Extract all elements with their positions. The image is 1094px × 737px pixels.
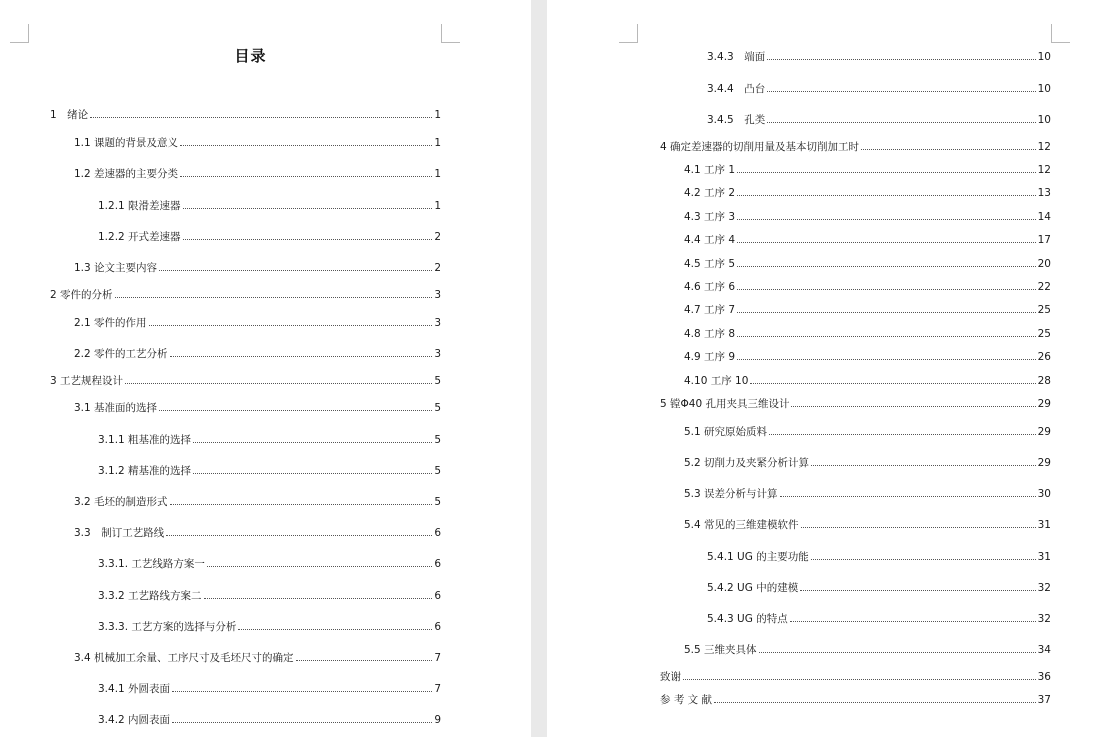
toc-entry-label: 3.4.2 内圆表面 bbox=[98, 714, 171, 726]
toc-entry[interactable] bbox=[707, 611, 1051, 627]
dot-leader bbox=[800, 590, 1035, 591]
dot-leader bbox=[737, 289, 1036, 290]
dot-leader bbox=[861, 149, 1036, 150]
toc-entry-page-number: 31 bbox=[1037, 551, 1051, 563]
toc-entry[interactable] bbox=[98, 619, 441, 635]
dot-leader bbox=[750, 383, 1035, 384]
toc-entry-page-number: 32 bbox=[1037, 582, 1051, 594]
toc-entry-page-number: 6 bbox=[434, 590, 441, 602]
toc-entry[interactable] bbox=[707, 112, 1051, 128]
dot-leader bbox=[737, 242, 1036, 243]
toc-entry-label: 4.8 工序 8 bbox=[684, 328, 736, 340]
toc-entry[interactable] bbox=[684, 373, 1051, 389]
toc-entry-page-number: 32 bbox=[1037, 613, 1051, 625]
toc-entry-page-number: 14 bbox=[1037, 211, 1051, 223]
toc-entry[interactable] bbox=[684, 517, 1051, 533]
toc-entry-page-number: 12 bbox=[1037, 164, 1051, 176]
dot-leader bbox=[207, 566, 432, 567]
toc-entry-label: 4.7 工序 7 bbox=[684, 304, 736, 316]
toc-entry-label: 1.2.1 限滑差速器 bbox=[98, 200, 181, 212]
dot-leader bbox=[767, 91, 1035, 92]
toc-entry[interactable] bbox=[98, 556, 441, 572]
toc-entry[interactable] bbox=[98, 229, 441, 245]
toc-entry-label: 致谢 bbox=[660, 671, 681, 683]
toc-entry[interactable] bbox=[98, 681, 441, 697]
toc-entry-label: 3.4 机械加工余量、工序尺寸及毛坯尺寸的确定 bbox=[74, 652, 294, 664]
dot-leader bbox=[172, 691, 432, 692]
toc-entry[interactable] bbox=[684, 455, 1051, 471]
margin-corner-mark bbox=[619, 24, 638, 43]
dot-leader bbox=[149, 325, 433, 326]
toc-entry-label: 3.1.2 精基准的选择 bbox=[98, 465, 192, 477]
toc-entry[interactable] bbox=[98, 588, 441, 604]
toc-entry-page-number: 37 bbox=[1037, 694, 1051, 706]
toc-entry-label: 2.1 零件的作用 bbox=[74, 317, 147, 329]
dot-leader bbox=[737, 312, 1036, 313]
toc-entry-page-number: 13 bbox=[1037, 187, 1051, 199]
toc-entry-page-number: 3 bbox=[434, 348, 441, 360]
toc-entry-page-number: 6 bbox=[434, 558, 441, 570]
toc-entry[interactable] bbox=[684, 326, 1051, 342]
toc-entry-label: 2 零件的分析 bbox=[50, 289, 113, 301]
dot-leader bbox=[238, 629, 432, 630]
toc-entry-label: 5 镗Φ40 孔用夹具三维设计 bbox=[660, 398, 790, 410]
toc-entry[interactable] bbox=[684, 486, 1051, 502]
dot-leader bbox=[193, 442, 432, 443]
toc-entry[interactable] bbox=[684, 185, 1051, 201]
toc-entry-page-number: 7 bbox=[434, 652, 441, 664]
toc-entry[interactable] bbox=[98, 463, 441, 479]
toc-entry-page-number: 1 bbox=[434, 109, 441, 121]
dot-leader bbox=[193, 473, 432, 474]
toc-entry-label: 1.3 论文主要内容 bbox=[74, 262, 158, 274]
toc-entry-page-number: 26 bbox=[1037, 351, 1051, 363]
toc-entry-label: 4.9 工序 9 bbox=[684, 351, 736, 363]
toc-entry[interactable] bbox=[74, 315, 441, 331]
dot-leader bbox=[791, 406, 1035, 407]
toc-entry-page-number: 29 bbox=[1037, 426, 1051, 438]
toc-entry[interactable] bbox=[707, 49, 1051, 65]
dot-leader bbox=[180, 145, 432, 146]
dot-leader bbox=[683, 679, 1036, 680]
toc-entry[interactable] bbox=[74, 650, 441, 666]
toc-entry[interactable] bbox=[50, 373, 441, 389]
dot-leader bbox=[737, 195, 1036, 196]
dot-leader bbox=[801, 527, 1036, 528]
toc-entry-label: 5.4.1 UG 的主要功能 bbox=[707, 551, 809, 563]
toc-entry[interactable] bbox=[684, 424, 1051, 440]
toc-entry-page-number: 3 bbox=[434, 317, 441, 329]
toc-entry-page-number: 1 bbox=[434, 200, 441, 212]
toc-entry-page-number: 6 bbox=[434, 621, 441, 633]
toc-page-right[interactable] bbox=[547, 0, 1094, 737]
toc-entry[interactable] bbox=[50, 107, 441, 123]
toc-entry[interactable] bbox=[74, 135, 441, 151]
toc-entry-page-number: 2 bbox=[434, 231, 441, 243]
toc-entry[interactable] bbox=[684, 209, 1051, 225]
toc-entry[interactable] bbox=[74, 260, 441, 276]
toc-entry[interactable] bbox=[660, 396, 1051, 412]
toc-entry[interactable] bbox=[684, 642, 1051, 658]
dot-leader bbox=[759, 652, 1036, 653]
toc-entry-label: 5.4.3 UG 的特点 bbox=[707, 613, 788, 625]
toc-entry-page-number: 25 bbox=[1037, 328, 1051, 340]
toc-entry[interactable] bbox=[74, 525, 441, 541]
dot-leader bbox=[159, 410, 432, 411]
toc-entry-page-number: 10 bbox=[1037, 114, 1051, 126]
toc-entry-page-number: 5 bbox=[434, 496, 441, 508]
toc-entry[interactable] bbox=[98, 198, 441, 214]
dot-leader bbox=[183, 208, 433, 209]
toc-entry[interactable] bbox=[707, 81, 1051, 97]
dot-leader bbox=[166, 535, 432, 536]
toc-entry[interactable] bbox=[707, 580, 1051, 596]
toc-entry-label: 5.2 切削力及夹紧分析计算 bbox=[684, 457, 810, 469]
dot-leader bbox=[714, 702, 1036, 703]
toc-entry[interactable] bbox=[50, 287, 441, 303]
toc-entry[interactable] bbox=[684, 256, 1051, 272]
toc-entry-page-number: 5 bbox=[434, 402, 441, 414]
toc-entry-label: 4.4 工序 4 bbox=[684, 234, 736, 246]
toc-entry-label: 3.3.2 工艺路线方案二 bbox=[98, 590, 202, 602]
toc-entry-label: 4.3 工序 3 bbox=[684, 211, 736, 223]
toc-entry-label: 3.4.4 凸台 bbox=[707, 83, 766, 95]
toc-entry[interactable] bbox=[74, 400, 441, 416]
toc-entry-page-number: 29 bbox=[1037, 398, 1051, 410]
toc-title: 目录 bbox=[234, 47, 267, 65]
toc-entry[interactable] bbox=[684, 279, 1051, 295]
dot-leader bbox=[172, 722, 432, 723]
toc-entry[interactable] bbox=[684, 302, 1051, 318]
toc-entry-label: 4.5 工序 5 bbox=[684, 258, 736, 270]
toc-entry-page-number: 28 bbox=[1037, 375, 1051, 387]
toc-entry-label: 3.1.1 粗基准的选择 bbox=[98, 434, 192, 446]
toc-entry-page-number: 12 bbox=[1037, 141, 1051, 153]
toc-entry-page-number: 25 bbox=[1037, 304, 1051, 316]
dot-leader bbox=[125, 383, 432, 384]
toc-entry-label: 3 工艺规程设计 bbox=[50, 375, 124, 387]
toc-entry-label: 4.1 工序 1 bbox=[684, 164, 736, 176]
toc-entry-label: 2.2 零件的工艺分析 bbox=[74, 348, 168, 360]
dot-leader bbox=[737, 172, 1036, 173]
toc-entry-label: 3.3.1. 工艺线路方案一 bbox=[98, 558, 205, 570]
toc-entry[interactable] bbox=[74, 346, 441, 362]
toc-entry-label: 3.1 基准面的选择 bbox=[74, 402, 158, 414]
toc-entry-label: 1.2.2 开式差速器 bbox=[98, 231, 181, 243]
toc-entry-page-number: 30 bbox=[1037, 488, 1051, 500]
toc-entry[interactable] bbox=[98, 432, 441, 448]
dot-leader bbox=[170, 504, 433, 505]
toc-entry-label: 5.5 三维夹具体 bbox=[684, 644, 757, 656]
toc-entry-page-number: 20 bbox=[1037, 258, 1051, 270]
dot-leader bbox=[769, 434, 1036, 435]
toc-page-left[interactable] bbox=[0, 0, 531, 737]
toc-entry-page-number: 10 bbox=[1037, 51, 1051, 63]
toc-entry[interactable] bbox=[684, 162, 1051, 178]
toc-entry[interactable] bbox=[684, 232, 1051, 248]
toc-entry-label: 4 确定差速器的切削用量及基本切削加工时 bbox=[660, 141, 860, 153]
toc-entry-page-number: 17 bbox=[1037, 234, 1051, 246]
toc-entry-label: 3.4.5 孔类 bbox=[707, 114, 766, 126]
toc-entry-page-number: 1 bbox=[434, 137, 441, 149]
dot-leader bbox=[767, 59, 1035, 60]
toc-entry-label: 5.4 常见的三维建模软件 bbox=[684, 519, 799, 531]
toc-entry-page-number: 5 bbox=[434, 434, 441, 446]
dot-leader bbox=[204, 598, 433, 599]
toc-entry-label: 4.2 工序 2 bbox=[684, 187, 736, 199]
toc-entry-page-number: 36 bbox=[1037, 671, 1051, 683]
toc-entry-page-number: 31 bbox=[1037, 519, 1051, 531]
toc-entry[interactable] bbox=[660, 669, 1051, 685]
dot-leader bbox=[780, 496, 1036, 497]
toc-entry-page-number: 34 bbox=[1037, 644, 1051, 656]
toc-entry[interactable] bbox=[660, 139, 1051, 155]
toc-entry[interactable] bbox=[98, 712, 441, 728]
toc-entry-label: 3.3 制订工艺路线 bbox=[74, 527, 165, 539]
dot-leader bbox=[180, 176, 432, 177]
toc-entry-label: 5.3 误差分析与计算 bbox=[684, 488, 778, 500]
toc-entry[interactable] bbox=[707, 549, 1051, 565]
dot-leader bbox=[170, 356, 433, 357]
dot-leader bbox=[90, 117, 432, 118]
dot-leader bbox=[737, 359, 1036, 360]
toc-entry-label: 1.2 差速器的主要分类 bbox=[74, 168, 179, 180]
toc-entry-label: 1 绪论 bbox=[50, 109, 89, 121]
toc-entry-page-number: 5 bbox=[434, 465, 441, 477]
toc-entry-label: 3.2 毛坯的制造形式 bbox=[74, 496, 168, 508]
toc-entry-label: 3.3.3. 工艺方案的选择与分析 bbox=[98, 621, 237, 633]
dot-leader bbox=[811, 559, 1036, 560]
dot-leader bbox=[296, 660, 433, 661]
dot-leader bbox=[737, 219, 1036, 220]
dot-leader bbox=[737, 266, 1036, 267]
toc-entry[interactable] bbox=[74, 494, 441, 510]
toc-entry-label: 5.1 研究原始质料 bbox=[684, 426, 768, 438]
toc-entry-page-number: 6 bbox=[434, 527, 441, 539]
dot-leader bbox=[811, 465, 1036, 466]
toc-entry-label: 1.1 课题的背景及意义 bbox=[74, 137, 179, 149]
toc-entry[interactable] bbox=[684, 349, 1051, 365]
toc-entry-label: 4.6 工序 6 bbox=[684, 281, 736, 293]
toc-entry-page-number: 29 bbox=[1037, 457, 1051, 469]
toc-entry-page-number: 10 bbox=[1037, 83, 1051, 95]
toc-entry-page-number: 9 bbox=[434, 714, 441, 726]
dot-leader bbox=[115, 297, 433, 298]
margin-corner-mark bbox=[441, 24, 460, 43]
dot-leader bbox=[183, 239, 433, 240]
margin-corner-mark bbox=[1051, 24, 1070, 43]
dot-leader bbox=[159, 270, 432, 271]
toc-entry-label: 4.10 工序 10 bbox=[684, 375, 749, 387]
margin-corner-mark bbox=[10, 24, 29, 43]
dot-leader bbox=[767, 122, 1035, 123]
toc-entry-page-number: 7 bbox=[434, 683, 441, 695]
toc-entry-page-number: 22 bbox=[1037, 281, 1051, 293]
toc-entry-page-number: 5 bbox=[434, 375, 441, 387]
toc-entry-label: 3.4.1 外圆表面 bbox=[98, 683, 171, 695]
toc-entry-label: 参 考 文 献 bbox=[660, 694, 713, 706]
toc-entry-page-number: 3 bbox=[434, 289, 441, 301]
toc-entry-page-number: 2 bbox=[434, 262, 441, 274]
dot-leader bbox=[790, 621, 1036, 622]
toc-entry[interactable] bbox=[74, 166, 441, 182]
toc-entry[interactable] bbox=[660, 692, 1051, 708]
toc-entry-label: 5.4.2 UG 中的建模 bbox=[707, 582, 799, 594]
dot-leader bbox=[737, 336, 1036, 337]
toc-entry-label: 3.4.3 端面 bbox=[707, 51, 766, 63]
toc-entry-page-number: 1 bbox=[434, 168, 441, 180]
